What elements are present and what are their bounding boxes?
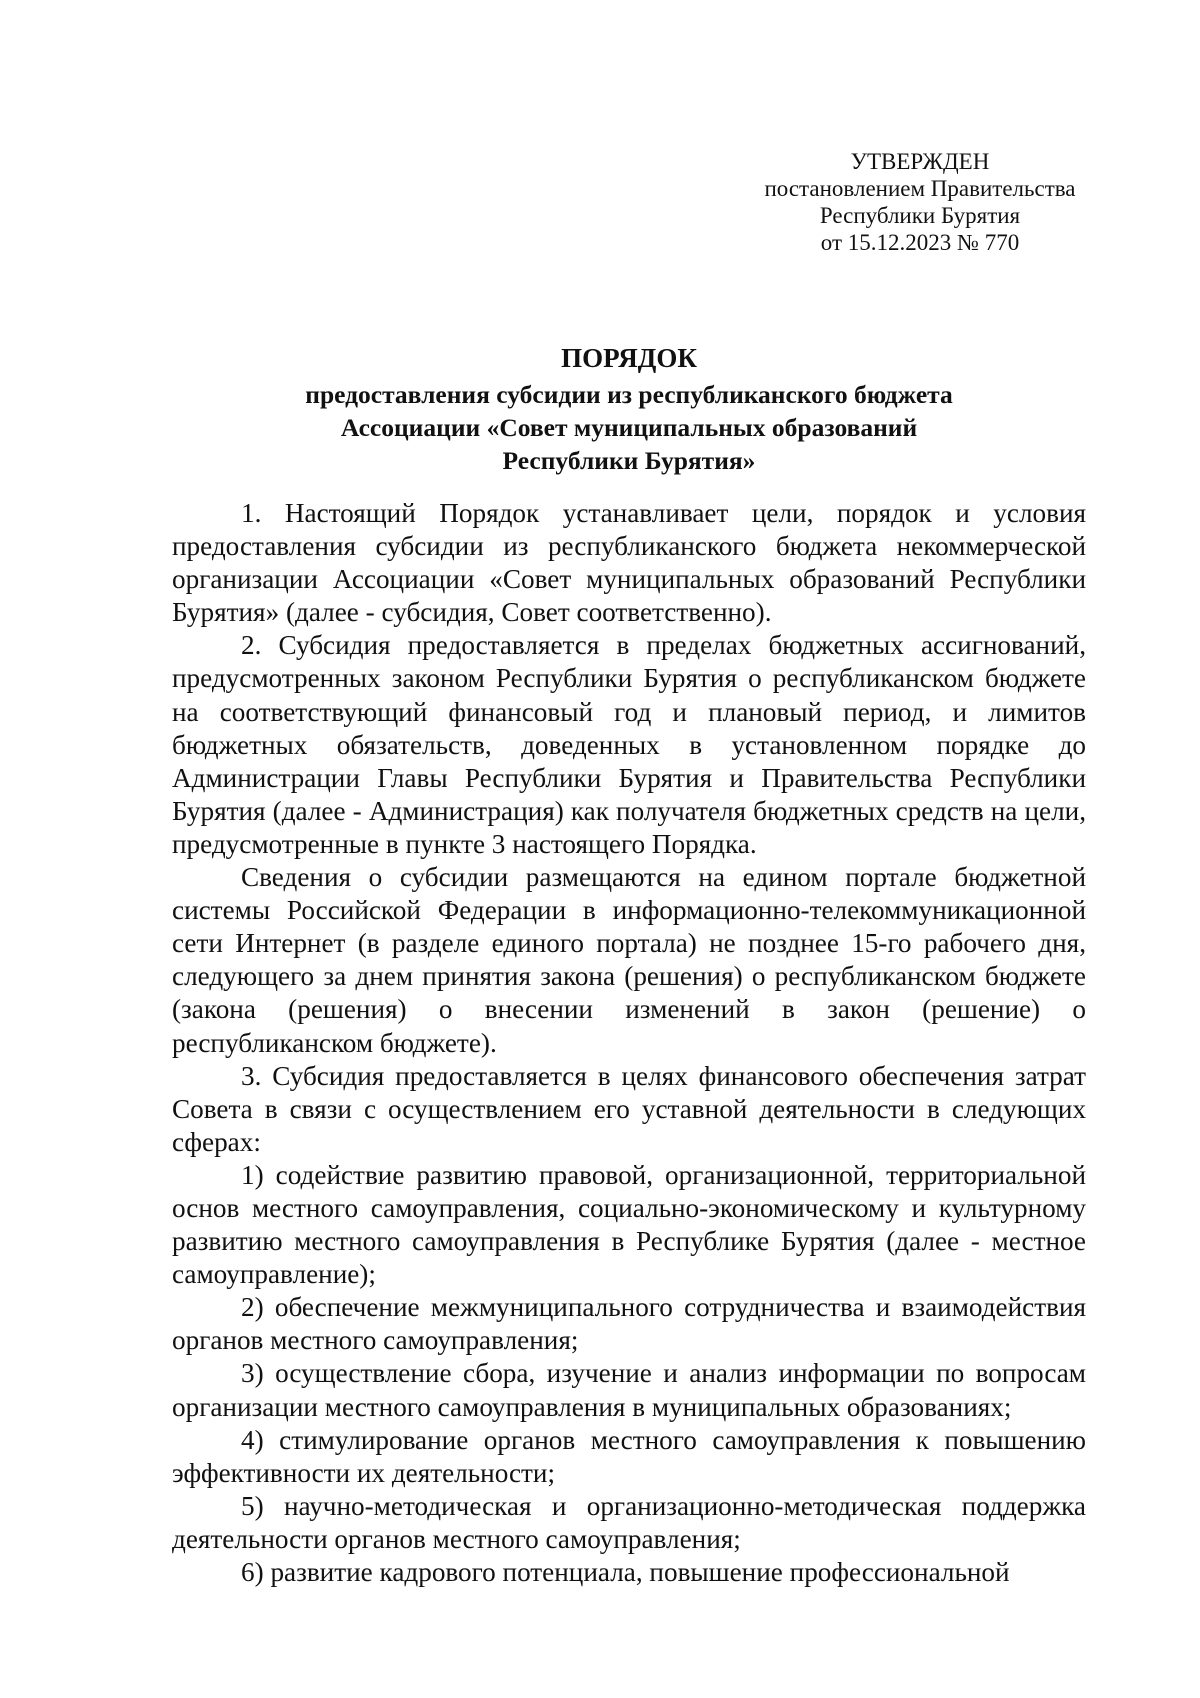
approval-line-republic: Республики Бурятия bbox=[819, 203, 1021, 228]
list-item: 1) содействие развитию правовой, организационной, территориальной основ местного самоуправления, социально-экономическому и культурному развитию местного самоуправления в Республике Бурятия (далее - местное самоуправление); bbox=[172, 1159, 1086, 1290]
approval-line-date-number: от 15.12.2023 № 770 bbox=[820, 230, 1020, 255]
list-item: 5) научно-методическая и организационно-методическая поддержка деятельности органов местного самоуправления; bbox=[172, 1490, 1086, 1554]
document-body bbox=[172, 497, 1086, 1589]
approval-line-approved: УТВЕРЖДЕН bbox=[850, 149, 990, 174]
title-main: ПОРЯДОК bbox=[561, 343, 697, 373]
paragraph: 1. Настоящий Порядок устанавливает цели, порядок и условия предоставления субсидии из республиканского бюджета некоммерческой организации Ассоциации «Совет муниципальных образований Республики Бурятия» (далее - субсидия, Совет соответственно). bbox=[172, 498, 1086, 628]
list-item: 6) развитие кадрового потенциала, повышение профессиональной bbox=[241, 1557, 1010, 1587]
approval-stamp bbox=[720, 148, 1120, 256]
document-title bbox=[172, 340, 1086, 477]
approval-line-resolution: постановлением Правительства bbox=[764, 176, 1076, 201]
title-line-1: предоставления субсидии из республиканского бюджета bbox=[305, 380, 953, 409]
paragraph: 2. Субсидия предоставляется в пределах бюджетных ассигнований, предусмотренных законом Республики Бурятия о республиканском бюджете на соответствующий финансовый год и плановый период, и лимитов бюджетных обязательств, доведенных в установленном порядке до Администрации Главы Республики Бурятия и Правительства Республики Бурятия (далее - Администрация) как получателя бюджетных средств на цели, предусмотренные в пункте 3 настоящего Порядка. bbox=[172, 630, 1086, 859]
title-line-3: Республики Бурятия» bbox=[502, 446, 756, 475]
list-item: 2) обеспечение межмуниципального сотрудничества и взаимодействия органов местного самоуправления; bbox=[172, 1292, 1086, 1356]
paragraph: Сведения о субсидии размещаются на едином портале бюджетной системы Российской Федерации в информационно-телекоммуникационной сети Интернет (в разделе единого портала) не позднее 15-го рабочего дня, следующего за днем принятия закона (решения) о республиканском бюджете (закона (решения) о внесении изменений в закон (решение) о республиканском бюджете). bbox=[172, 862, 1086, 1058]
list-item: 4) стимулирование органов местного самоуправления к повышению эффективности их деятельности; bbox=[172, 1424, 1086, 1488]
title-line-2: Ассоциации «Совет муниципальных образований bbox=[340, 413, 918, 442]
list-item: 3) осуществление сбора, изучение и анализ информации по вопросам организации местного самоуправления в муниципальных образованиях; bbox=[172, 1358, 1086, 1422]
paragraph: 3. Субсидия предоставляется в целях финансового обеспечения затрат Совета в связи с осуществлением его уставной деятельности в следующих сферах: bbox=[172, 1060, 1086, 1157]
